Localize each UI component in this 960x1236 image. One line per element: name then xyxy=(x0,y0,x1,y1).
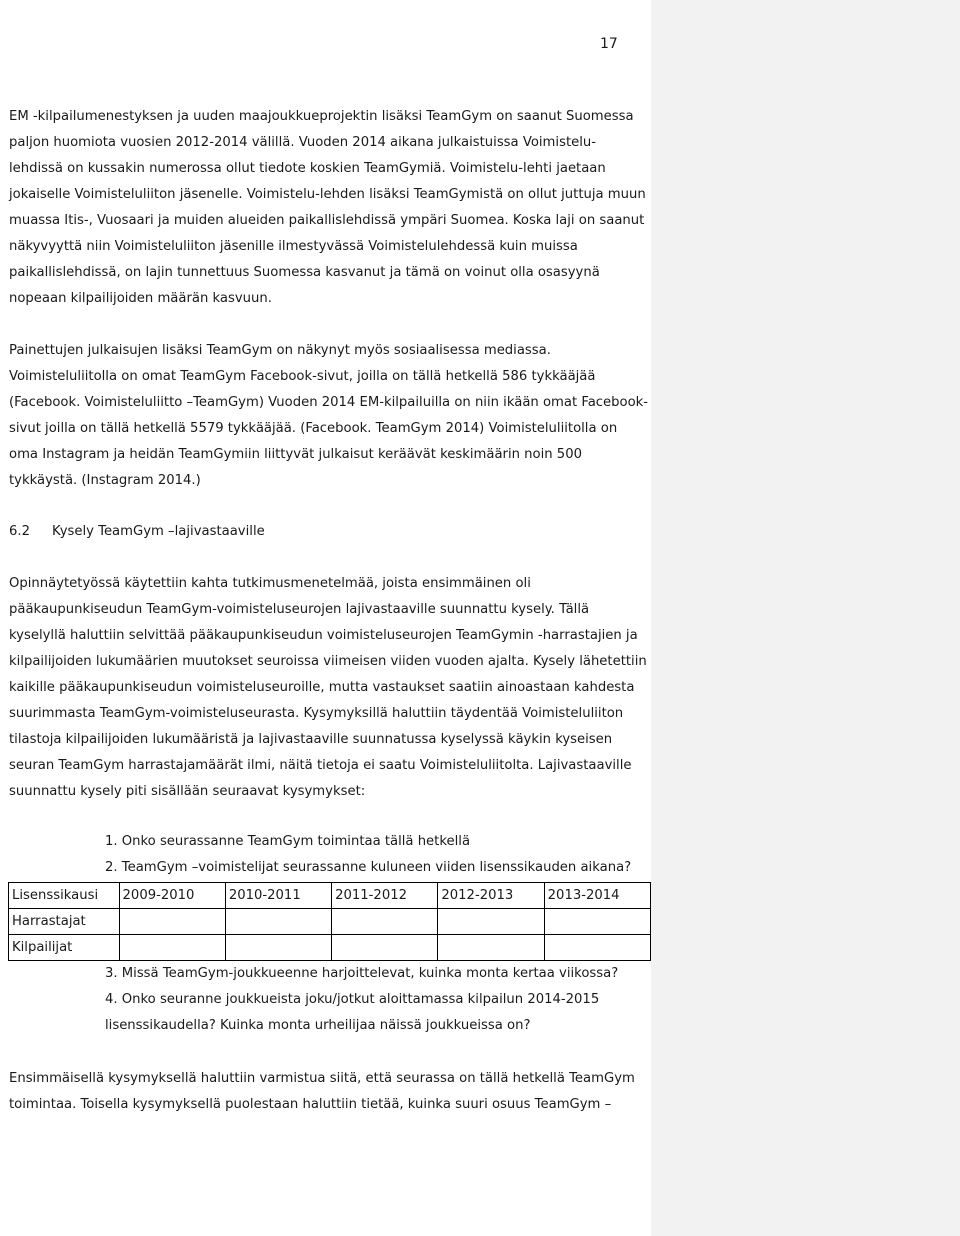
paragraph-media-visibility: EM -kilpailumenestyksen ja uuden maajoukkueprojektin lisäksi TeamGym on saanut Suomessa paljon huomiota vuosien 2012-2014 välillä. Vuoden 2014 aikana julkaistuissa Voimistelu-lehdissä on kussakin numerossa ollut tiedote koskien TeamGymiä. Voimistelu-lehti jaetaan jokaiselle Voimisteluliiton jäsenelle. Voimistelu-lehden lisäksi TeamGymistä on ollut juttuja muun muassa Itis-, Vuosaari ja muiden alueiden paikallislehdissä ympäri Suomea. Koska laji on saanut näkyvyyttä niin Voimisteluliiton jäsenille ilmestyvässä Voimistelulehdessä kuin muissa paikallislehdissä, on lajin tunnettuus Suomessa kasvanut ja tämä on voinut olla osasyynä nopeaan kilpailijoiden määrän kasvuun. xyxy=(9,109,646,306)
list-item: 1. Onko seurassanne TeamGym toimintaa tällä hetkellä xyxy=(105,834,471,849)
comment-margin xyxy=(651,0,960,1236)
table-header-cell: 2009-2010 xyxy=(119,883,225,909)
table-cell xyxy=(438,935,544,961)
question-list-2 xyxy=(105,961,650,1039)
table-row xyxy=(9,909,651,935)
table-row xyxy=(9,935,651,961)
table-cell xyxy=(544,909,650,935)
table-cell xyxy=(119,935,225,961)
table-cell xyxy=(438,909,544,935)
section-title: Kysely TeamGym –lajivastaaville xyxy=(52,524,265,539)
license-season-table xyxy=(8,882,651,961)
table-cell xyxy=(225,935,331,961)
table-header-cell: 2011-2012 xyxy=(332,883,438,909)
section-number: 6.2 xyxy=(9,524,30,539)
list-item: 4. Onko seuranne joukkueista joku/jotkut aloittamassa kilpailun 2014-2015 lisenssikaudella? Kuinka monta urheilijaa näissä joukkueissa on? xyxy=(105,992,600,1033)
question-list-1 xyxy=(105,829,650,881)
table-header-cell: 2012-2013 xyxy=(438,883,544,909)
page-number: 17 xyxy=(600,36,618,52)
list-item: 3. Missä TeamGym-joukkueenne harjoittelevat, kuinka monta kertaa viikossa? xyxy=(105,966,619,981)
table-cell xyxy=(225,909,331,935)
table-header-cell: 2013-2014 xyxy=(544,883,650,909)
table-cell xyxy=(119,909,225,935)
table-header-cell: 2010-2011 xyxy=(225,883,331,909)
paragraph-first-question: Ensimmäisellä kysymyksellä haluttiin varmistua siitä, että seurassa on tällä hetkellä TeamGym toimintaa. Toisella kysymyksellä puolestaan haluttiin tietää, kuinka suuri osuus TeamGym – xyxy=(9,1071,635,1112)
table-cell xyxy=(332,935,438,961)
table-cell xyxy=(544,935,650,961)
paragraph-social-media: Painettujen julkaisujen lisäksi TeamGym on näkynyt myös sosiaalisessa mediassa. Voimisteluliitolla on omat TeamGym Facebook-sivut, joilla on tällä hetkellä 586 tykkääjää (Facebook. Voimisteluliitto –TeamGym) Vuoden 2014 EM-kilpailuilla on niin ikään omat Facebook-sivut joilla on tällä hetkellä 5579 tykkääjää. (Facebook. TeamGym 2014) Voimisteluliitolla on oma Instagram ja heidän TeamGymiin liittyvät julkaisut keräävät keskimäärin noin 500 tykkäystä. (Instagram 2014.) xyxy=(9,343,649,488)
list-item: 2. TeamGym –voimistelijat seurassanne kuluneen viiden lisenssikauden aikana? xyxy=(105,860,632,875)
table-cell: Kilpailijat xyxy=(9,935,120,961)
table-header-row xyxy=(9,883,651,909)
table-cell: Harrastajat xyxy=(9,909,120,935)
table-cell xyxy=(332,909,438,935)
paragraph-research-method: Opinnäytetyössä käytettiin kahta tutkimusmenetelmää, joista ensimmäinen oli pääkaupunkiseudun TeamGym-voimisteluseurojen lajivastaaville suunnattu kysely. Tällä kyselyllä haluttiin selvittää pääkaupunkiseudun voimisteluseurojen TeamGymin -harrastajien ja kilpailijoiden lukumäärien muutokset seuroissa viimeisen viiden vuoden ajalta. Kysely lähetettiin kaikille pääkaupunkiseudun voimisteluseuroille, mutta vastaukset saatiin ainoastaan kahdesta suurimmasta TeamGym-voimisteluseurasta. Kysymyksillä haluttiin täydentää Voimisteluliiton tilastoja kilpailijoiden lukumääristä ja lajivastaaville suunnatussa kyselyssä käykin kyseisen seuran TeamGym harrastajamäärät ilmi, näitä tietoja ei saatu Voimisteluliitolta. Lajivastaaville suunnattu kysely piti sisällään seuraavat kysymykset: xyxy=(9,576,647,799)
section-heading xyxy=(9,519,649,545)
table-header-cell: Lisenssikausi xyxy=(9,883,120,909)
